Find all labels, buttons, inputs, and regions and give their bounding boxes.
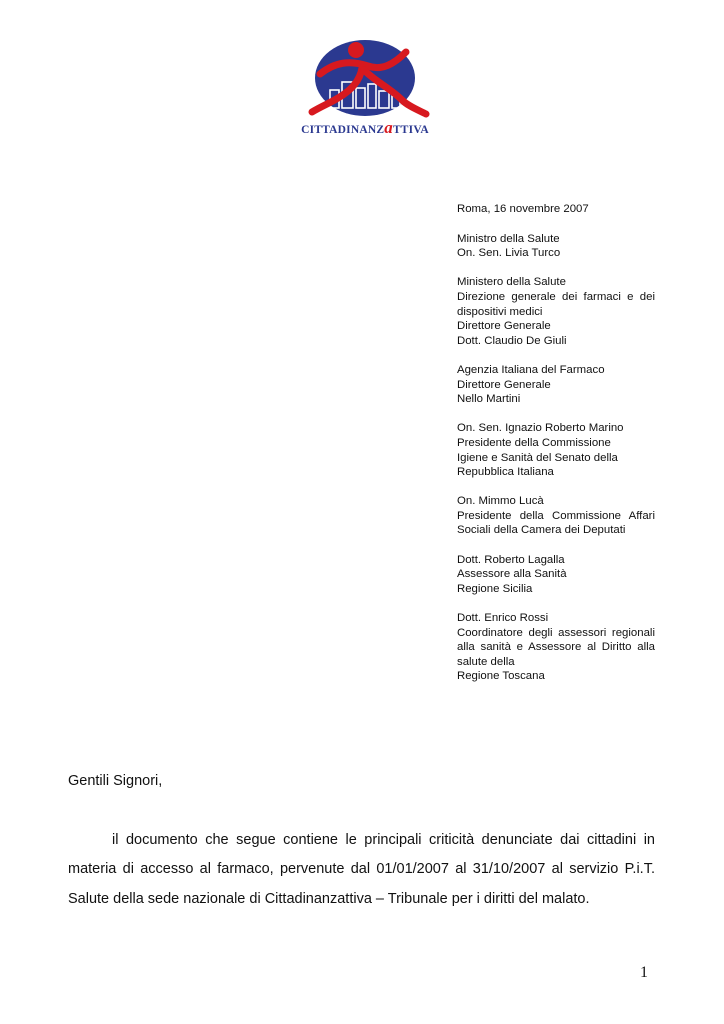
recipient-marino xyxy=(457,421,655,479)
recipient-luca xyxy=(457,494,655,538)
logo-emblem-icon xyxy=(290,38,440,120)
recipient-ministro xyxy=(457,232,655,261)
recipient-line: Sociali della Camera dei Deputati xyxy=(457,524,626,537)
recipient-line: Presidente della Commissione xyxy=(457,436,611,449)
recipient-line: Igiene e Sanità del Senato della xyxy=(457,451,618,464)
body-line: Salute della sede nazionale di Cittadinanzattiva – Tribunale per i diritti del malato. xyxy=(68,890,590,907)
recipient-line: Dott. Claudio De Giuli xyxy=(457,334,567,347)
recipient-line: Dott. Enrico Rossi xyxy=(457,612,549,625)
letter-body xyxy=(68,826,655,914)
recipient-line: On. Sen. Ignazio Roberto Marino xyxy=(457,422,624,435)
recipient-aifa xyxy=(457,363,655,407)
recipient-line: On. Mimmo Lucà xyxy=(457,495,544,508)
recipient-line: alla sanità e Assessore al Diritto alla xyxy=(457,641,655,654)
recipient-line: salute della xyxy=(457,655,515,668)
recipient-line: Ministro della Salute xyxy=(457,232,560,245)
letter-greeting: Gentili Signori, xyxy=(68,773,163,789)
recipient-line: Direttore Generale xyxy=(457,378,551,391)
cittadinanzattiva-logo xyxy=(290,38,440,138)
recipient-line: Assessore alla Sanità xyxy=(457,568,567,581)
recipient-line: Nello Martini xyxy=(457,393,521,406)
recipient-line: Repubblica Italiana xyxy=(457,466,554,479)
body-line: il documento che segue contiene le principali criticità denunciate dai cittadini in xyxy=(112,832,655,848)
recipient-line: Dott. Roberto Lagalla xyxy=(457,553,565,566)
recipient-lagalla xyxy=(457,553,655,597)
recipient-line: Direzione generale dei farmaci e dei xyxy=(457,290,655,303)
body-line: materia di accesso al farmaco, pervenute dal 01/01/2007 al 31/10/2007 al servizio P.i.T. xyxy=(68,861,655,878)
recipient-line: Presidente della Commissione Affari xyxy=(457,509,655,522)
page-number: 1 xyxy=(640,964,648,981)
recipient-line: On. Sen. Livia Turco xyxy=(457,247,561,260)
recipient-line: dispositivi medici xyxy=(457,305,543,318)
logo-wordmark: CITTADINANZaTTIVA xyxy=(301,118,429,137)
recipient-line: Regione Toscana xyxy=(457,670,545,683)
recipient-rossi xyxy=(457,611,655,684)
recipient-line: Coordinatore degli assessori regionali xyxy=(457,626,655,639)
recipients-block xyxy=(457,202,655,699)
letter-date: Roma, 16 novembre 2007 xyxy=(457,203,589,215)
recipient-line: Regione Sicilia xyxy=(457,582,533,595)
recipient-line: Ministero della Salute xyxy=(457,276,566,289)
recipient-line: Agenzia Italiana del Farmaco xyxy=(457,363,605,376)
recipient-line: Direttore Generale xyxy=(457,320,551,333)
recipient-ministero xyxy=(457,275,655,348)
